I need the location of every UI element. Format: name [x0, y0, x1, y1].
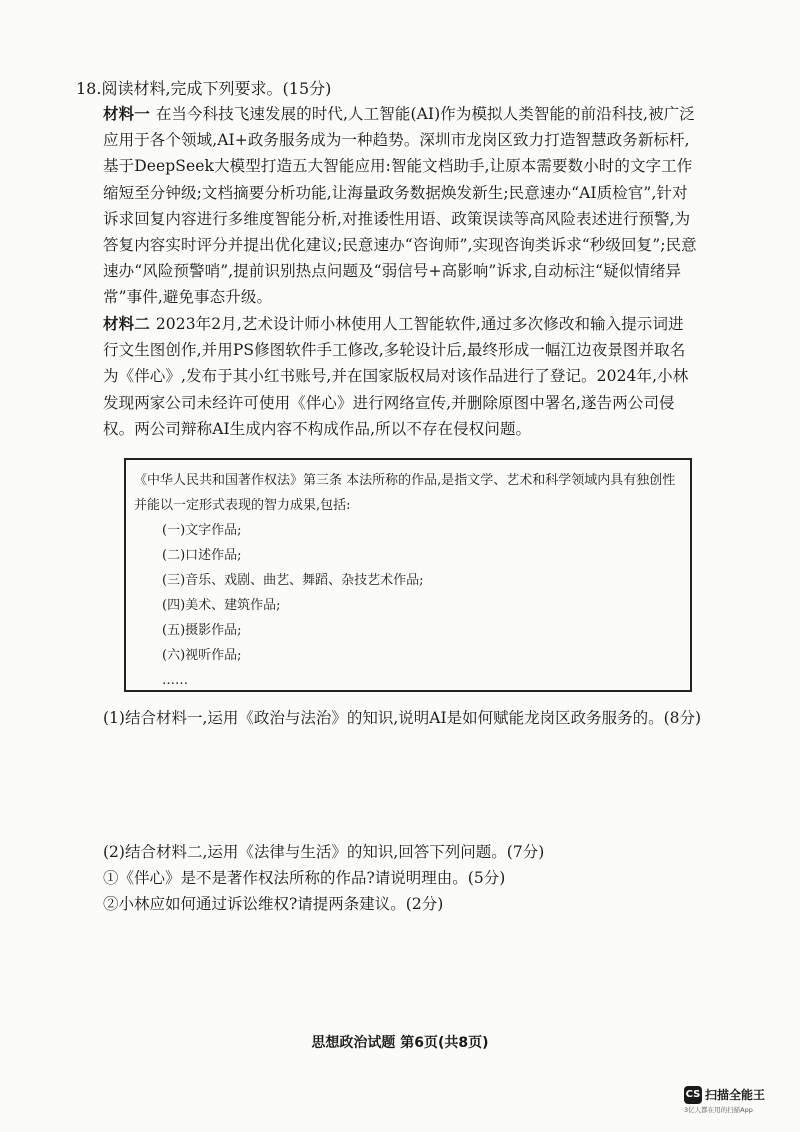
material-two	[103, 311, 698, 442]
material-one-label: 材料一	[103, 105, 150, 123]
law-item: (二)口述作品;	[162, 548, 242, 563]
sub-question-2: (2)结合材料二,运用《法律与生活》的知识,回答下列问题。(7分)	[103, 843, 545, 861]
material-two-text: 2023年2月,艺术设计师小林使用人工智能软件,通过多次修改和输入提示词进行文生图创作,并用PS修图软件手工修改,多轮设计后,最终形成一幅江边夜景图并取名为《伴心》,发布于其小红书账号,并在国家版权局对该作品进行了登记。2024年,小林发现两家公司未经许可使用《伴心》进行网络宣传,并删除原图中署名,遂告两公司侵权。两公司辩称AI生成内容不构成作品,所以不存在侵权问题。	[103, 315, 689, 438]
camscanner-logo-icon: CS	[684, 1086, 702, 1104]
material-one-text: 在当今科技飞速发展的时代,人工智能(AI)作为模拟人类智能的前沿科技,被广泛应用于各个领域,AI+政务服务成为一种趋势。深圳市龙岗区致力打造智慧政务新标杆,基于DeepSeek大模型打造五大智能应用:智能文档助手,让原本需要数小时的文字工作缩短至分钟级;文档摘要分析功能,让海量政务数据焕发新生;民意速办“AI质检官”,针对诉求回复内容进行多维度智能分析,对推诿性用语、政策误读等高风险表述进行预警,为答复内容实时评分并提出优化建议;民意速办“咨询师”,实现咨询类诉求“秒级回复”;民意速办“风险预警哨”,提前识别热点问题及“弱信号+高影响”诉求,自动标注“疑似情绪异常”事件,避免事态升级。	[103, 105, 697, 307]
scanner-watermark	[684, 1084, 794, 1114]
sub-question-2-part-2: ②小林应如何通过诉讼维权?请提两条建议。(2分)	[103, 895, 444, 913]
law-item: (三)音乐、戏剧、曲艺、舞蹈、杂技艺术作品;	[162, 573, 424, 588]
law-item: (六)视听作品;	[162, 648, 242, 663]
watermark-tagline: 3亿人都在用的扫描App	[684, 1105, 753, 1114]
copyright-law-box	[124, 458, 692, 692]
law-item: ……	[162, 673, 188, 688]
question-title: 18.阅读材料,完成下列要求。(15分)	[76, 79, 332, 98]
law-item: (四)美术、建筑作品;	[162, 598, 281, 613]
law-intro: 《中华人民共和国著作权法》第三条 本法所称的作品,是指文学、艺术和科学领域内具有独创性并能以一定形式表现的智力成果,包括:	[134, 473, 676, 513]
sub-question-1: (1)结合材料一,运用《政治与法治》的知识,说明AI是如何赋能龙岗区政务服务的。(8分)	[103, 709, 702, 727]
watermark-name: 扫描全能王	[705, 1088, 766, 1102]
material-one	[103, 101, 698, 311]
law-item: (五)摄影作品;	[162, 623, 242, 638]
law-item: (一)文字作品;	[162, 523, 242, 538]
page-footer: 思想政治试题 第6页(共8页)	[311, 1035, 489, 1051]
material-two-label: 材料二	[103, 315, 150, 333]
sub-question-2-part-1: ①《伴心》是不是著作权法所称的作品?请说明理由。(5分)	[103, 869, 506, 887]
